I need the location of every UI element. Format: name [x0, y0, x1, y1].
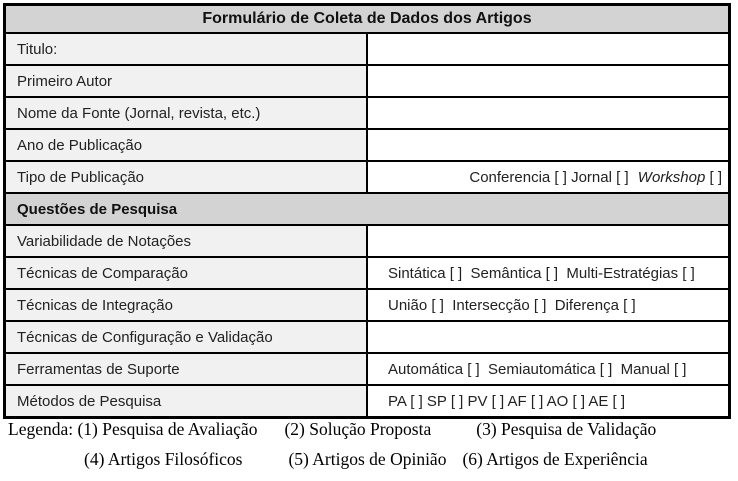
- field-value-titulo: [367, 33, 730, 65]
- table-row-tecnicas-configuracao: [5, 321, 730, 353]
- legend-line-1: [0, 419, 738, 440]
- field-value-metodos-pesquisa: PA [ ] SP [ ] PV [ ] AF [ ] AO [ ] AE [ ]: [367, 385, 730, 418]
- legend-item-3: (3) Pesquisa de Validação: [476, 419, 657, 439]
- field-value-tecnicas-comparacao: Sintática [ ] Semântica [ ] Multi-Estratégias [ ]: [367, 257, 730, 289]
- table-row-titulo: [5, 33, 730, 65]
- tipo-workshop-text: Workshop: [637, 168, 706, 186]
- section-header-questoes-pesquisa: Questões de Pesquisa: [5, 193, 730, 225]
- field-value-primeiro-autor: [367, 65, 730, 97]
- table-row-tecnicas-integracao: [5, 289, 730, 321]
- field-value-ferramentas-suporte: Automática [ ] Semiautomática [ ] Manual [ ]: [367, 353, 730, 385]
- table-row-ferramentas-suporte: [5, 353, 730, 385]
- field-label-tecnicas-integracao: Técnicas de Integração: [5, 289, 368, 321]
- field-value-tecnicas-integracao: União [ ] Intersecção [ ] Diferença [ ]: [367, 289, 730, 321]
- field-value-variabilidade-notacoes: [367, 225, 730, 257]
- form-title: Formulário de Coleta de Dados dos Artigos: [5, 5, 730, 34]
- legend-item-4: (4) Artigos Filosóficos: [84, 449, 243, 469]
- field-label-variabilidade-notacoes: Variabilidade de Notações: [5, 225, 368, 257]
- tipo-options-text: Conferencia [ ] Jornal [ ]: [469, 168, 633, 186]
- legend-item-1: Legenda: (1) Pesquisa de Avaliação: [8, 419, 258, 439]
- table-row-variabilidade-notacoes: [5, 225, 730, 257]
- field-value-tipo-publicacao: [367, 161, 730, 193]
- table-row-metodos-pesquisa: [5, 385, 730, 418]
- form-title-row: [5, 5, 730, 34]
- field-label-ano-publicacao: Ano de Publicação: [5, 129, 368, 161]
- legend-item-2: (2) Solução Proposta: [284, 419, 432, 439]
- field-label-tecnicas-comparacao: Técnicas de Comparação: [5, 257, 368, 289]
- legend-item-6: (6) Artigos de Experiência: [462, 449, 648, 469]
- legend-item-5: (5) Artigos de Opinião: [288, 449, 447, 469]
- article-data-collection-form: [3, 3, 731, 419]
- table-row-ano-publicacao: [5, 129, 730, 161]
- document-page: [0, 3, 738, 481]
- table-row-tipo-publicacao: [5, 161, 730, 193]
- field-value-nome-da-fonte: [367, 97, 730, 129]
- field-label-tecnicas-configuracao: Técnicas de Configuração e Validação: [5, 321, 368, 353]
- field-value-tecnicas-configuracao: [367, 321, 730, 353]
- field-label-tipo-publicacao: Tipo de Publicação: [5, 161, 368, 193]
- tipo-workshop-checkbox-text: [ ]: [705, 168, 722, 186]
- field-label-titulo: Titulo:: [5, 33, 368, 65]
- field-label-nome-da-fonte: Nome da Fonte (Jornal, revista, etc.): [5, 97, 368, 129]
- table-row-nome-da-fonte: [5, 97, 730, 129]
- field-value-ano-publicacao: [367, 129, 730, 161]
- legend-line-2: [0, 449, 738, 470]
- field-label-primeiro-autor: Primeiro Autor: [5, 65, 368, 97]
- section-header-row: [5, 193, 730, 225]
- legend: [0, 419, 738, 470]
- table-row-primeiro-autor: [5, 65, 730, 97]
- field-label-ferramentas-suporte: Ferramentas de Suporte: [5, 353, 368, 385]
- table-row-tecnicas-comparacao: [5, 257, 730, 289]
- field-label-metodos-pesquisa: Métodos de Pesquisa: [5, 385, 368, 418]
